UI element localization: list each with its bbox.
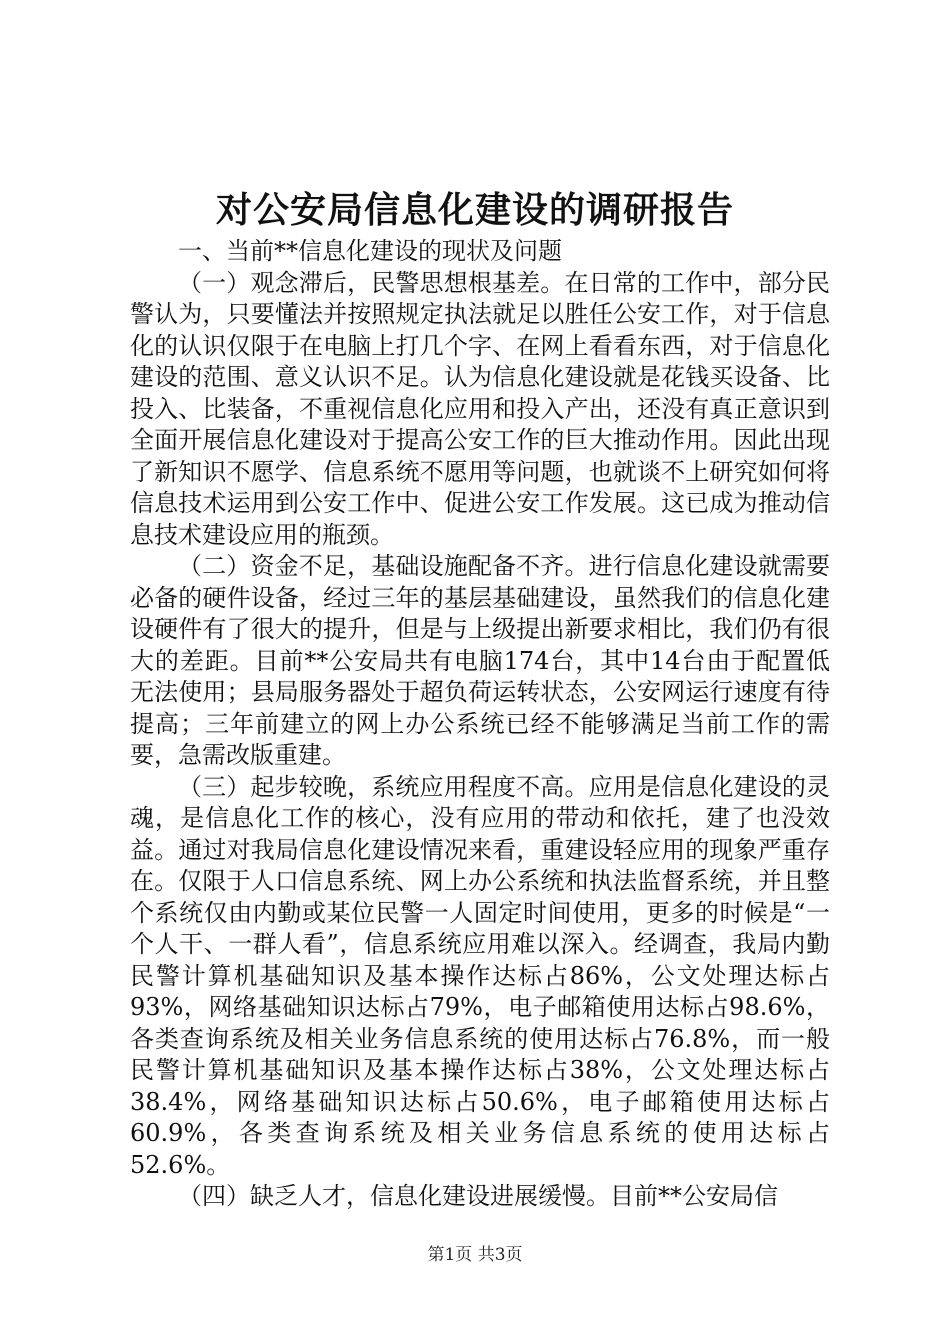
document-title: 对公安局信息化建设的调研报告 (215, 189, 734, 231)
paragraph-3: （三）起步较晚，系统应用程度不高。应用是信息化建设的灵魂，是信息化工作的核心，没有应用的带动和依托，建了也没效益。通过对我局信息化建设情况来看，重建设轻应用的现象严重存在。仅限于人口信息系统、网上办公系统和执法监督系统，并且整个系统仅由内勤或某位民警一人固定时间使用，更多的时候是“一个人干、一群人看”，信息系统应用难以深入。经调查，我局内勤民警计算机基础知识及基本操作达标占86%，公文处理达标占93%，网络基础知识达标占79%，电子邮箱使用达标占98.6%，各类查询系统及相关业务信息系统的使用达标占76.8%，而一般民警计算机基础知识及基本操作达标占38%，公文处理达标占38.4%，网络基础知识达标占50.6%，电子邮箱使用达标占60.9%，各类查询系统及相关业务信息系统的使用达标占52.6%。 (130, 772, 830, 1179)
page-number-footer: 第1页 共3页 (427, 1245, 523, 1265)
paragraph-1: （一）观念滞后，民警思想根基差。在日常的工作中，部分民警认为，只要懂法并按照规定执法就足以胜任公安工作，对于信息化的认识仅限于在电脑上打几个字、在网上看看东西，对于信息化建设的范围、意义认识不足。认为信息化建设就是花钱买设备、比投入、比装备，不重视信息化应用和投入产出，还没有真正意识到全面开展信息化建设对于提高公安工作的巨大推动作用。因此出现了新知识不愿学、信息系统不愿用等问题，也就谈不上研究如何将信息技术运用到公安工作中、促进公安工作发展。这已成为推动信息技术建设应用的瓶颈。 (130, 268, 830, 549)
document-body (130, 236, 830, 1213)
paragraph-4: （四）缺乏人才，信息化建设进展缓慢。目前**公安局信 (178, 1182, 778, 1210)
paragraph-2: （二）资金不足，基础设施配备不齐。进行信息化建设就需要必备的硬件设备，经过三年的基层基础建设，虽然我们的信息化建设硬件有了很大的提升，但是与上级提出新要求相比，我们仍有很大的差距。目前**公安局共有电脑174台，其中14台由于配置低无法使用；县局服务器处于超负荷运转状态，公安网运行速度有待提高；三年前建立的网上办公系统已经不能够满足当前工作的需要，急需改版重建。 (130, 552, 830, 769)
section-heading: 一、当前**信息化建设的现状及问题 (178, 237, 562, 265)
